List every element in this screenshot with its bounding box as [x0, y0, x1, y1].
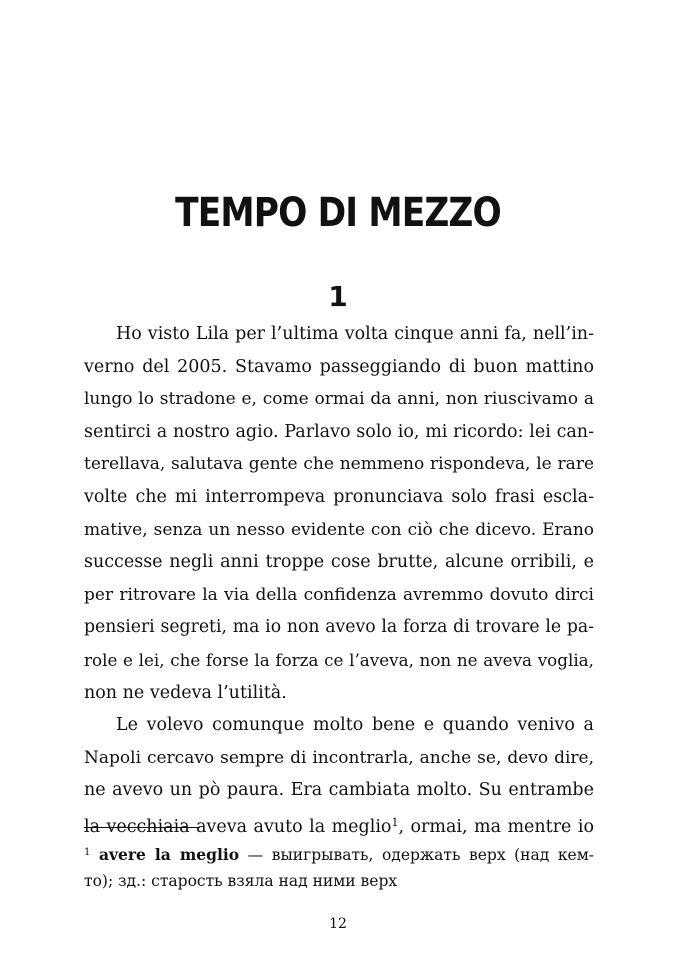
- body-text: [84, 318, 594, 844]
- text-line: Le volevo comunque molto bene e quando venivo a: [116, 715, 594, 736]
- page-number: 12: [329, 916, 347, 932]
- text-line: la vecchiaia aveva avuto la meglio$^1$, ormai, ma mentre io: [84, 815, 594, 837]
- section-number: 1: [328, 280, 348, 313]
- text-line: terellava, salutava gente che nemmeno rispondeva, le rare: [84, 454, 594, 475]
- footnote-line: [84, 840, 594, 868]
- chapter-title: TEMPO DI MEZZO: [175, 190, 501, 236]
- text-line: verno del 2005. Stavamo passeggiando di buon mattino: [84, 356, 594, 377]
- footnote-reference: 1: [391, 815, 399, 829]
- text-line: Napoli cercavo sempre di incontrarla, anche se, devo dire,: [84, 747, 594, 768]
- text-line: pensieri segreti, ma io non avevo la forza di trovare le pa-: [84, 617, 594, 638]
- text-line: volte che mi interrompeva pronunciava solo frasi escla-: [84, 486, 594, 507]
- text-line: mative, senza un nesso evidente con ciò che dicevo. Erano: [84, 519, 594, 540]
- footnote-mark: 1: [84, 847, 91, 858]
- footnote-term: avere la meglio: [98, 845, 240, 864]
- text-fragment: la vecchiaia aveva avuto la meglio: [84, 816, 392, 837]
- footnote-definition: — выигрывать, одержать верх (над кем-: [239, 846, 594, 864]
- text-line: sentirci a nostro agio. Parlavo solo io, mi ricordo: lei can-: [84, 421, 594, 442]
- text-line: lungo lo stradone e, come ormai da anni, non riuscivamo a: [84, 389, 594, 410]
- text-line: non ne vedeva l’utilità.: [84, 682, 287, 703]
- text-line: ne avevo un pò paura. Era cambiata molto. Su entrambe: [84, 780, 594, 801]
- text-line: per ritrovare la via della confidenza avremmo dovuto dirci: [84, 584, 594, 605]
- footnote: [84, 840, 594, 894]
- footnote-divider: [84, 827, 200, 828]
- text-line: successe negli anni troppe cose brutte, alcune orribili, e: [84, 552, 594, 573]
- text-line: role e lei, che forse la forza ce l’aveva, non ne aveva voglia,: [84, 649, 594, 670]
- footnote-line: то); зд.: старость взяла над ними верх: [84, 872, 398, 890]
- text-fragment: ormai, ma mentre io: [410, 816, 594, 837]
- text-line: Ho visto Lila per l’ultima volta cinque anni fa, nell’in-: [116, 324, 594, 344]
